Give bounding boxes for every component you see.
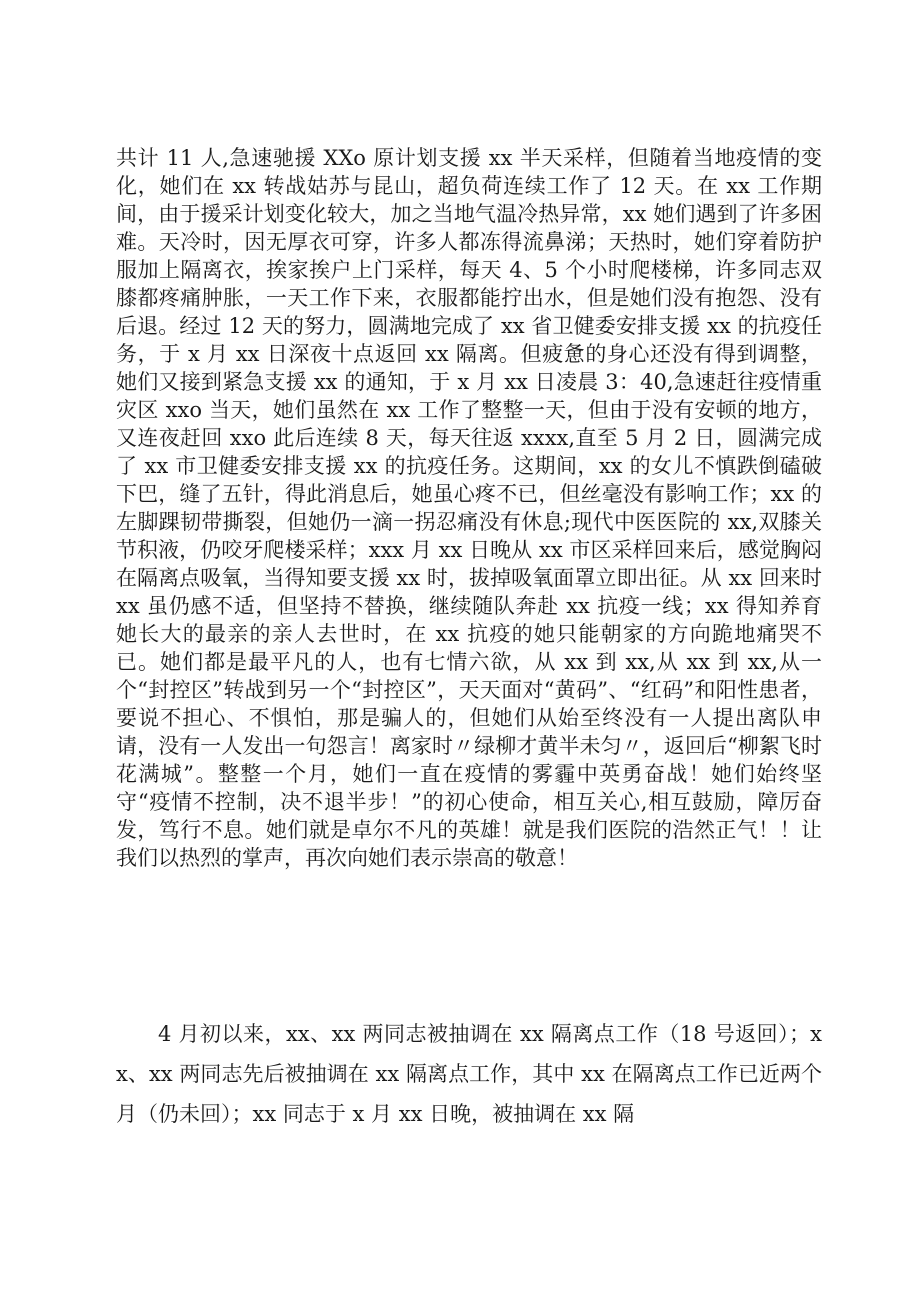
body-paragraph-2: 4 月初以来，xx、xx 两同志被抽调在 xx 隔离点工作（18 号返回）；xx、xx 两同志先后被抽调在 xx 隔离点工作，其中 xx 在隔离点工作已近两个月（仍未回）；xx 同志于 x 月 xx 日晚，被抽调在 xx 隔 [116,1022,822,1126]
body-paragraph-1: 共计 11 人,急速驰援 XXo 原计划支援 xx 半天采样，但随着当地疫情的变化，她们在 xx 转战姑苏与昆山，超负荷连续工作了 12 天。在 xx 工作期间，由于援采计划变化较大，加之当地气温冷热异常，xx 她们遇到了许多困难。天冷时，因无厚衣可穿，许多人都冻得流鼻涕；天热时，她们穿着防护服加上隔离衣，挨家挨户上门采样，每天 4、5 个小时爬楼梯，许多同志双膝都疼痛肿胀，一天工作下来，衣服都能拧出水，但是她们没有抱怨、没有后退。经过 12 天的努力，圆满地完成了 xx 省卫健委安排支援 xx 的抗疫任务，于 x 月 xx 日深夜十点返回 xx 隔离。但疲惫的身心还没有得到调整，她们又接到紧急支援 xx 的通知，于 x 月 xx 日凌晨 3：40,急速赶往疫情重灾区 xxo 当天，她们虽然在 xx 工作了整整一天，但由于没有安顿的地方，又连夜赶回 xxo 此后连续 8 天，每天往返 xxxx,直至 5 月 2 日，圆满完成了 xx 市卫健委安排支援 xx 的抗疫任务。这期间，xx 的女儿不慎跌倒磕破下巴，缝了五针，得此消息后，她虽心疼不已，但丝毫没有影响工作；xx 的左脚踝韧带撕裂，但她仍一滴一拐忍痛没有休息;现代中医医院的 xx,双膝关节积液，仍咬牙爬楼采样；xxx 月 xx 日晚从 xx 市区采样回来后，感觉胸闷在隔离点吸氧，当得知要支援 xx 时，拔掉吸氧面罩立即出征。从 xx 回来时 xx 虽仍感不适，但坚持不替换，继续随队奔赴 xx 抗疫一线；xx 得知养育她长大的最亲的亲人去世时，在 xx 抗疫的她只能朝家的方向跪地痛哭不已。她们都是最平凡的人，也有七情六欲，从 xx 到 xx,从 xx 到 xx,从一个“封控区”转战到另一个“封控区”，天天面对“黄码”、“红码”和阳性患者，要说不担心、不惧怕，那是骗人的，但她们从始至终没有一人提出离队申请，没有一人发出一句怨言！离家时〃绿柳才黄半未匀〃，返回后“柳絮飞时花满城”。整整一个月，她们一直在疫情的雾霾中英勇奋战！她们始终坚守“疫情不控制，决不退半步！”的初心使命，相互关心,相互鼓励，障厉奋发，笃行不息。她们就是卓尔不凡的英雄！就是我们医院的浩然正气！！让我们以热烈的掌声，再次向她们表示崇高的敬意！ [116,146,822,870]
